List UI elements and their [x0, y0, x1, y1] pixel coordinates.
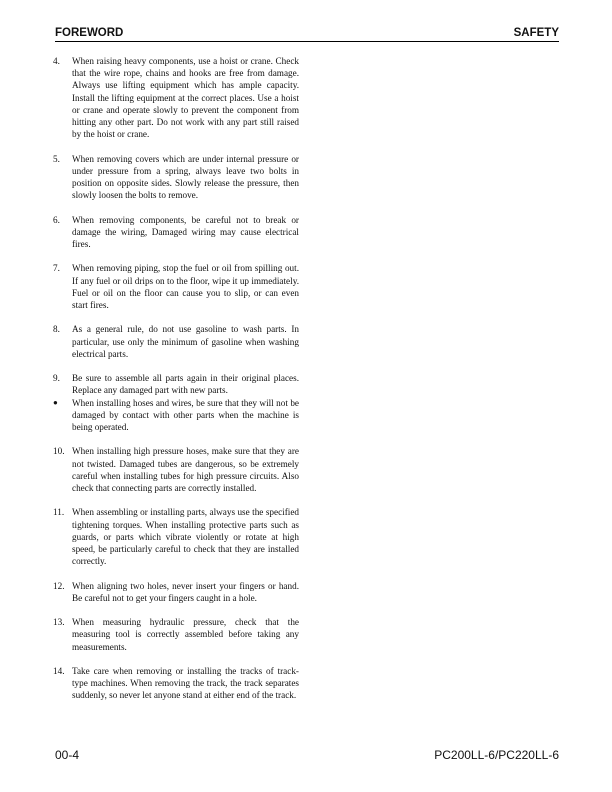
- list-item-8: [53, 323, 299, 360]
- item-number: 13.: [53, 617, 65, 628]
- list-item-11: [53, 506, 299, 567]
- item-number: 9.: [53, 373, 60, 384]
- item-number: 5.: [53, 153, 60, 164]
- list-item-6: [53, 214, 299, 251]
- item-text: When assembling or installing parts, always use the specified tightening torques. When installing protective parts such as guards, or parts which vibrate violently or rotate at high speed, be particularly careful to check that they are installed correctly.: [72, 507, 299, 567]
- item-text: When removing piping, stop the fuel or oil from spilling out. If any fuel or oil drips on to the floor, wipe it up immediately. Fuel or oil on the floor can cause you to slip, or can even start fires.: [72, 263, 299, 311]
- bullet-icon: ●: [53, 397, 58, 407]
- item-text: When raising heavy components, use a hoist or crane. Check that the wire rope, chains and hooks are free from damage. Always use lifting equipment which has ample capacity. Install the lifting equipment at the correct places. Use a hoist or crane and operate slowly to prevent the component from hitting any other part. Do not work with any part still raised by the hoist or crane.: [72, 56, 299, 140]
- list-item-13: [53, 616, 299, 653]
- list-item-9: [53, 372, 299, 396]
- item-text: When aligning two holes, never insert your fingers or hand. Be careful not to get your fingers caught in a hole.: [72, 580, 299, 603]
- subsection-title: SAFETY: [513, 27, 559, 39]
- item-number: 10.: [53, 446, 65, 457]
- section-title: FOREWORD: [55, 27, 124, 39]
- model-number: PC200LL-6/PC220LL-6: [434, 748, 559, 762]
- safety-list: [53, 55, 299, 714]
- item-number: 14.: [53, 666, 65, 676]
- item-number: 8.: [53, 324, 60, 335]
- item-number: 4.: [53, 56, 60, 66]
- item-text: When removing components, be careful not to break or damage the wiring, Damaged wiring may cause electrical fires.: [72, 214, 299, 250]
- list-item-5: [53, 153, 299, 202]
- item-number: 7.: [53, 263, 60, 274]
- item-text: As a general rule, do not use gasoline to wash parts. In particular, use only the minimum of gasoline when washing electrical parts.: [72, 324, 299, 359]
- list-item-12: [53, 580, 299, 604]
- list-item-bullet: [53, 397, 299, 434]
- item-text: Take care when removing or installing the tracks of track-type machines. When removing the track, the track separates suddenly, so never let anyone stand at either end of the track.: [72, 666, 299, 701]
- item-text: Be sure to assemble all parts again in their original places. Replace any damaged part with new parts.: [72, 373, 299, 396]
- item-text: When removing covers which are under internal pressure or under pressure from a spring, always leave two bolts in position on opposite sides. Slowly release the pressure, then slowly loosen the bolts to remove.: [72, 153, 299, 201]
- item-number: 6.: [53, 214, 60, 225]
- item-number: 11.: [53, 507, 65, 518]
- list-item-4: [53, 55, 299, 140]
- list-item-7: [53, 262, 299, 311]
- item-number: 12.: [53, 580, 65, 591]
- list-item-14: [53, 665, 299, 702]
- item-text: When measuring hydraulic pressure, check that the measuring tool is correctly assembled before taking any measurements.: [72, 617, 299, 652]
- item-text: When installing hoses and wires, be sure that they will not be damaged by contact with other parts when the machine is being operated.: [72, 397, 299, 433]
- item-text: When installing high pressure hoses, make sure that they are not twisted. Damaged tubes are dangerous, so be extremely careful when installing tubes for high pressure circuits. Also check that connecting parts are correctly installed.: [72, 446, 299, 494]
- page-header: [55, 27, 559, 42]
- page-number: 00-4: [55, 748, 80, 762]
- list-item-10: [53, 445, 299, 494]
